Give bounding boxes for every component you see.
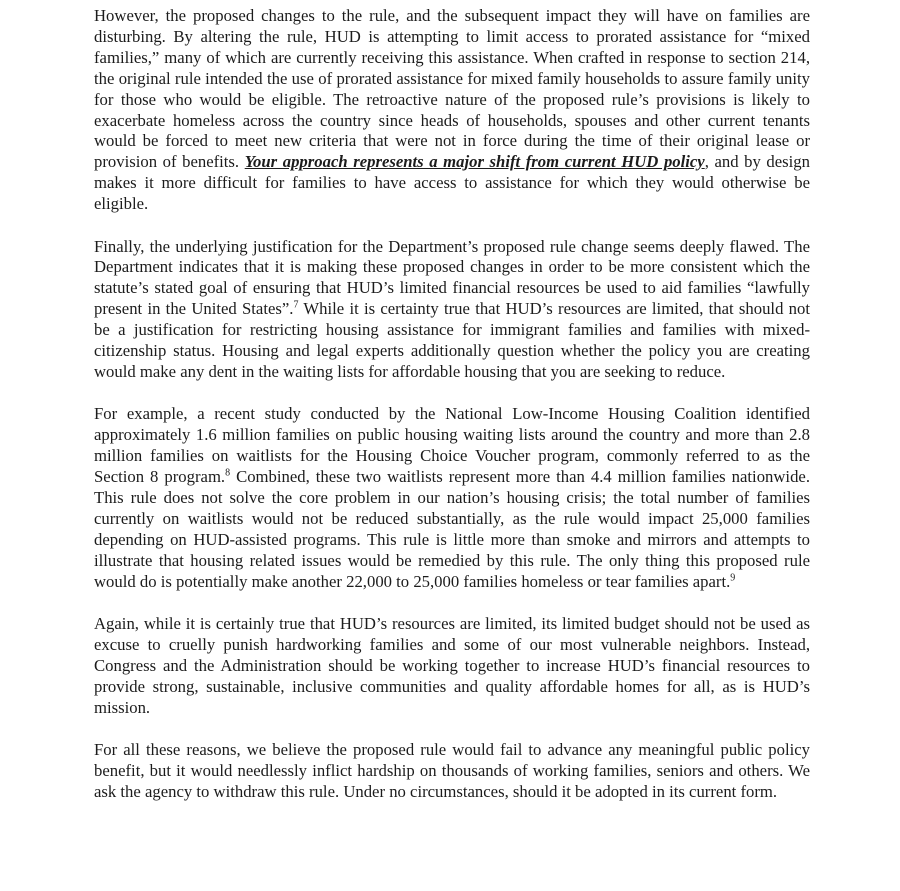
paragraph-text: Combined, these two waitlists represent more than 4.4 million families nationwide. This rule does not solve the core problem in our nation’s housing crisis; the total number of families currently on waitlists would not be reduced substantially, as the rule would impact 25,000 families depending on HUD-assisted programs. This rule is little more than smoke and mirrors and attempts to illustrate that housing related issues would be remedied by this rule. The only thing this proposed rule would do is potentially make another 22,000 to 25,000 families homeless or tear families apart.	[94, 467, 810, 591]
paragraph-text: Finally, the underlying justification for the Department’s proposed rule change seems deeply flawed. The Department indicates that it is making these proposed changes in order to be more consistent which the statute’s stated goal of ensuring that HUD’s limited financial resources be used to aid families “lawfully present in the United States”.	[94, 236, 810, 319]
footnote-marker: 9	[730, 572, 736, 584]
paragraph-conclusion: For all these reasons, we believe the proposed rule would fail to advance any meaningful public policy benefit, but it would needlessly inflict hardship on thousands of working families, seniors and others. We ask the agency to withdraw this rule. Under no circumstances, should it be adopted in its current form.	[94, 740, 810, 801]
paragraph-mixed-families	[94, 6, 810, 215]
paragraph-text: However, the proposed changes to the rule, and the subsequent impact they will have on families are disturbing. By altering the rule, HUD is attempting to limit access to prorated assistance for “mixed families,” many of which are currently receiving this assistance. When crafted in response to section 214, the original rule intended the use of prorated assistance for mixed family households to assure family unity for those who would be eligible. The retroactive nature of the proposed rule’s provisions is likely to exacerbate homeless across the country since heads of households, spouses and other current tenants would be forced to meet new criteria that were not in force during the time of their original lease or provision of benefits.	[94, 6, 810, 172]
footnote-marker: 7	[293, 299, 299, 311]
paragraph-text: , and by design makes it more difficult for families to have access to assistance for which they would otherwise be eligible.	[94, 152, 810, 214]
emphasized-statement: Your approach represents a major shift from current HUD policy	[244, 152, 705, 172]
paragraph-text: For example, a recent study conducted by the National Low-Income Housing Coalition identified approximately 1.6 million families on public housing waiting lists around the country and more than 2.8 million families on waitlists for the Housing Choice Voucher program, commonly referred to as the Section 8 program.	[94, 404, 810, 487]
paragraph-text: While it is certainty true that HUD’s resources are limited, that should not be a justification for restricting housing assistance for immigrant families and families with mixed-citizenship status. Housing and legal experts additionally question whether the policy you are creating would make any dent in the waiting lists for affordable housing that you are seeking to reduce.	[94, 299, 810, 381]
footnote-marker: 8	[225, 467, 231, 479]
paragraph-budget: Again, while it is certainly true that HUD’s resources are limited, its limited budget should not be used as excuse to cruelly punish hardworking families and some of our most vulnerable neighbors. Instead, Congress and the Administration should be working together to increase HUD’s financial resources to provide strong, sustainable, inclusive communities and quality affordable homes for all, as is HUD’s mission.	[94, 614, 810, 717]
paragraph-justification	[94, 237, 810, 383]
letter-body	[94, 6, 810, 824]
paragraph-example	[94, 404, 810, 592]
